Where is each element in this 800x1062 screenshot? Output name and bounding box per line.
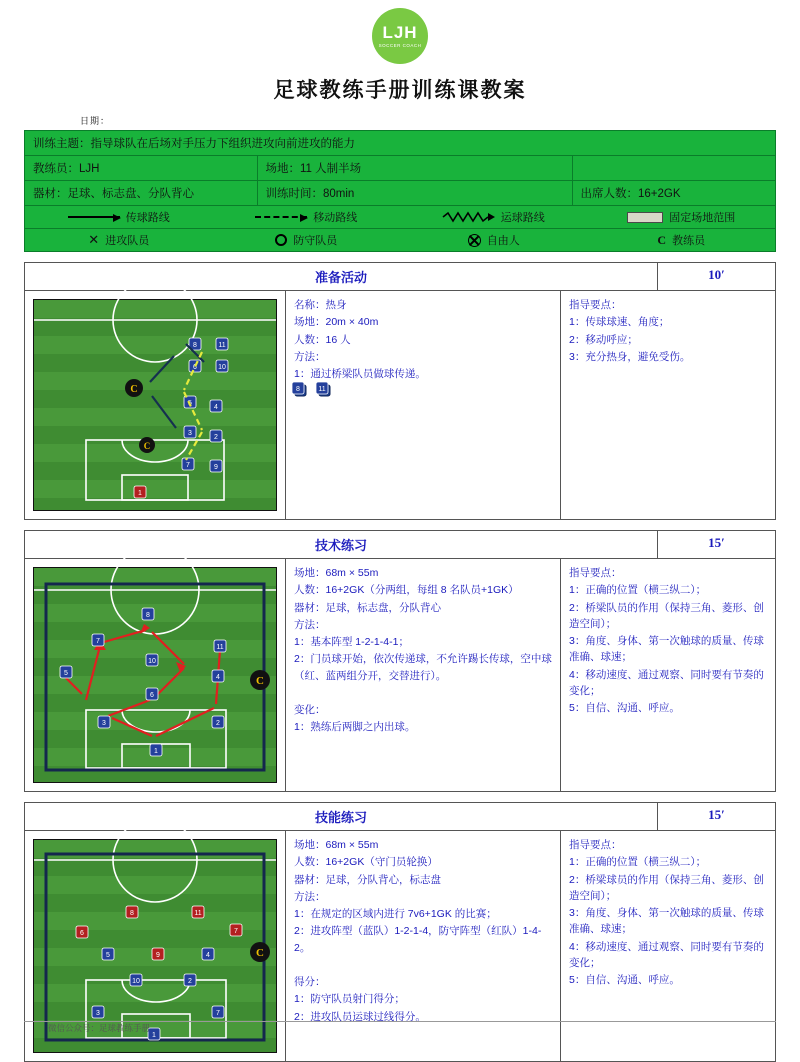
method-line: 器材：足球，标志盘，分队背心 <box>294 601 441 614</box>
method-line: 1：在规定的区域内进行 7v6+1GK 的比赛； <box>294 908 497 921</box>
method-line: 场地：20m × 40m <box>294 316 379 329</box>
coaching-point-line: 指导要点： <box>569 567 622 579</box>
svg-text:11: 11 <box>318 386 326 393</box>
legend-defender <box>213 229 401 251</box>
svg-text:C: C <box>256 947 264 959</box>
svg-text:9: 9 <box>156 952 160 959</box>
svg-text:10: 10 <box>218 364 226 371</box>
svg-text:3: 3 <box>102 720 106 727</box>
svg-text:4: 4 <box>214 404 218 411</box>
svg-text:1: 1 <box>138 490 142 497</box>
legend-move-label: 移动路线 <box>313 212 358 224</box>
method-line <box>294 685 552 701</box>
section-coaching-points <box>560 291 775 519</box>
attendance-field: 出席人数：16+2GK <box>580 188 681 200</box>
coach-letter-icon: C <box>657 232 667 247</box>
svg-text:6: 6 <box>150 692 154 699</box>
session-info-table <box>24 130 776 252</box>
method-line: 人数：16+2GK（分两组，每组 8 名队员+1GK） <box>294 584 519 597</box>
method-line: 场地：68m × 55m <box>294 839 379 851</box>
duration-field: 训练时间：80min <box>258 181 573 205</box>
svg-text:10: 10 <box>148 658 156 665</box>
svg-text:8: 8 <box>296 386 300 393</box>
legend-attacker-label: 进攻队员 <box>105 235 150 247</box>
method-line: 1：基本阵型 1-2-1-4-1； <box>294 636 409 649</box>
legend-defender-label: 防守队员 <box>293 235 338 247</box>
section-method-text <box>285 559 560 791</box>
svg-text:7: 7 <box>216 1010 220 1017</box>
circle-icon <box>275 234 287 246</box>
svg-text:3: 3 <box>96 1010 100 1017</box>
svg-text:1: 1 <box>152 1032 156 1039</box>
legend-pass-label: 传球路线 <box>125 212 170 224</box>
page-title: 足球教练手册训练课教案 <box>273 78 527 102</box>
svg-text:6: 6 <box>80 930 84 937</box>
method-line: 方法： <box>294 618 326 631</box>
section-duration: 15′ <box>657 803 775 830</box>
coaching-point-line: 3：充分热身，避免受伤。 <box>569 350 691 363</box>
method-line: 人数：16+2GK（守门员轮换） <box>294 856 438 869</box>
info-row-equip <box>25 181 775 206</box>
method-line: 1：熟练后两脚之内出球。 <box>294 721 416 734</box>
coaching-point-line: 3：角度、身体、第一次触球的质量、传球准确、球速； <box>569 635 764 664</box>
section-coaching-points <box>560 831 775 1061</box>
method-line: 1：通过桥梁队员做球传递。 <box>294 368 426 381</box>
svg-text:2: 2 <box>216 720 220 727</box>
svg-text:6: 6 <box>193 364 197 371</box>
method-line: 得分： <box>294 976 326 989</box>
coaching-point-line: 指导要点： <box>569 839 622 851</box>
area-box-icon <box>627 212 663 223</box>
legend-free-label: 自由人 <box>486 235 520 247</box>
venue-field: 场地：11 人制半场 <box>258 156 573 180</box>
coaching-point-line: 指导要点： <box>569 299 622 311</box>
svg-text:C: C <box>256 675 264 687</box>
footer-note: 微信公众号：足球教练手册 <box>48 1023 151 1033</box>
method-line: 1：防守队员射门得分； <box>294 993 405 1006</box>
section-header <box>25 531 775 559</box>
zigzag-arrow-icon <box>443 212 495 222</box>
coaching-point-line: 3：角度、身体、第一次触球的质量、传球准确、球速； <box>569 907 764 936</box>
method-line: 2：进攻阵型（蓝队）1-2-1-4，防守阵型（红队）1-4-2。 <box>294 925 542 954</box>
section-title: 技术练习 <box>314 538 367 553</box>
svg-text:4: 4 <box>216 674 220 681</box>
svg-text:11: 11 <box>218 342 226 349</box>
method-line: 2：进攻队员运球过线得分。 <box>294 1010 426 1023</box>
info-row-coach <box>25 156 775 181</box>
solid-arrow-icon <box>68 216 120 218</box>
method-line: 方法： <box>294 350 326 363</box>
pitch-diagram-technical <box>33 567 277 783</box>
coaching-point-line: 2：桥梁球员的作用（保持三角、菱形、创造空间）； <box>569 873 764 902</box>
dashed-arrow-icon <box>255 216 307 218</box>
svg-text:5: 5 <box>64 670 68 677</box>
section-coaching-points <box>560 559 775 791</box>
brand-logo <box>372 8 428 64</box>
legend-area-label: 固定场地范围 <box>669 212 736 224</box>
cross-icon: ✕ <box>88 232 100 247</box>
legend-dribble <box>400 206 588 228</box>
section-warmup <box>24 262 776 520</box>
section-body <box>25 291 775 519</box>
section-method-text <box>285 831 560 1061</box>
method-line <box>294 957 552 973</box>
equipment-field: 器材：足球、标志盘、分队背心 <box>25 181 258 205</box>
logo-text: LJH <box>382 22 418 42</box>
section-duration: 10′ <box>657 263 775 290</box>
svg-text:11: 11 <box>194 910 202 917</box>
svg-text:2: 2 <box>188 978 192 985</box>
coach-field: 教练员：LJH <box>25 156 258 180</box>
coaching-point-line: 1：传球球速、角度； <box>569 316 670 329</box>
legend-area <box>588 206 776 228</box>
svg-text:5: 5 <box>188 400 192 407</box>
coaching-point-line: 4：移动速度、通过观察、同时要有节奏的变化； <box>569 940 764 969</box>
legend-free <box>400 229 588 251</box>
coaching-point-line: 1：正确的位置（横三纵二）； <box>569 584 707 597</box>
section-header <box>25 803 775 831</box>
training-topic: 训练主题：指导球队在后场对手压力下组织进攻向前进攻的能力 <box>33 138 355 150</box>
method-line: 器材：足球，分队背心，标志盘 <box>294 873 441 886</box>
svg-text:8: 8 <box>130 910 134 917</box>
svg-text:4: 4 <box>206 952 210 959</box>
method-line: 名称：热身 <box>294 299 347 311</box>
svg-text:C: C <box>130 384 138 395</box>
svg-text:7: 7 <box>96 638 100 645</box>
svg-text:10: 10 <box>132 978 140 985</box>
coaching-point-line: 2：移动呼应； <box>569 333 638 346</box>
method-line: 2：门员球开始，依次传递球，不允许踢长传球，空中球（红、蓝两组分开，交替进行）。 <box>294 653 552 682</box>
legend-row-lines <box>25 206 775 229</box>
info-row-topic <box>25 131 775 156</box>
section-title: 技能练习 <box>314 810 367 825</box>
date-label: 日期： <box>80 116 111 126</box>
method-line: 场地：68m × 55m <box>294 567 379 579</box>
svg-text:7: 7 <box>186 462 190 469</box>
circle-cross-icon <box>468 234 481 247</box>
legend-row-players <box>25 229 775 251</box>
svg-text:5: 5 <box>106 952 110 959</box>
section-body <box>25 559 775 791</box>
pitch-diagram-cell <box>25 559 285 791</box>
coaching-point-line: 4：移动速度、通过观察、同时要有节奏的变化； <box>569 668 764 697</box>
logo-container <box>24 0 776 64</box>
coaching-point-line: 5：自信、沟通、呼应。 <box>569 974 680 987</box>
section-technical <box>24 530 776 792</box>
section-header <box>25 263 775 291</box>
svg-text:11: 11 <box>216 644 224 651</box>
svg-text:8: 8 <box>146 612 150 619</box>
legend-pass <box>25 206 213 228</box>
legend-move <box>213 206 401 228</box>
svg-text:C: C <box>143 441 151 451</box>
svg-text:3: 3 <box>188 430 192 437</box>
coaching-point-line: 1：正确的位置（横三纵二）； <box>569 856 707 869</box>
spacer-cell <box>573 156 776 180</box>
legend-coach <box>588 229 776 251</box>
svg-text:2: 2 <box>214 434 218 441</box>
method-line: 变化： <box>294 704 326 717</box>
section-method-text <box>285 291 560 519</box>
svg-text:1: 1 <box>154 748 158 755</box>
coaching-point-line: 5：自信、沟通、呼应。 <box>569 702 680 715</box>
legend-dribble-label: 运球路线 <box>500 212 545 224</box>
legend-coach-label: 教练员 <box>672 235 706 247</box>
svg-text:7: 7 <box>234 928 238 935</box>
section-title: 准备活动 <box>314 270 367 285</box>
svg-text:9: 9 <box>214 464 218 471</box>
svg-text:8: 8 <box>193 342 197 349</box>
logo-subtext: SOCCER COACH <box>378 42 422 48</box>
method-line: 方法： <box>294 890 326 903</box>
method-line: 人数：16 人 <box>294 333 351 346</box>
section-duration: 15′ <box>657 531 775 558</box>
coaching-point-line: 2：桥梁队员的作用（保持三角、菱形、创造空间）； <box>569 601 764 630</box>
legend-attacker <box>25 229 213 251</box>
